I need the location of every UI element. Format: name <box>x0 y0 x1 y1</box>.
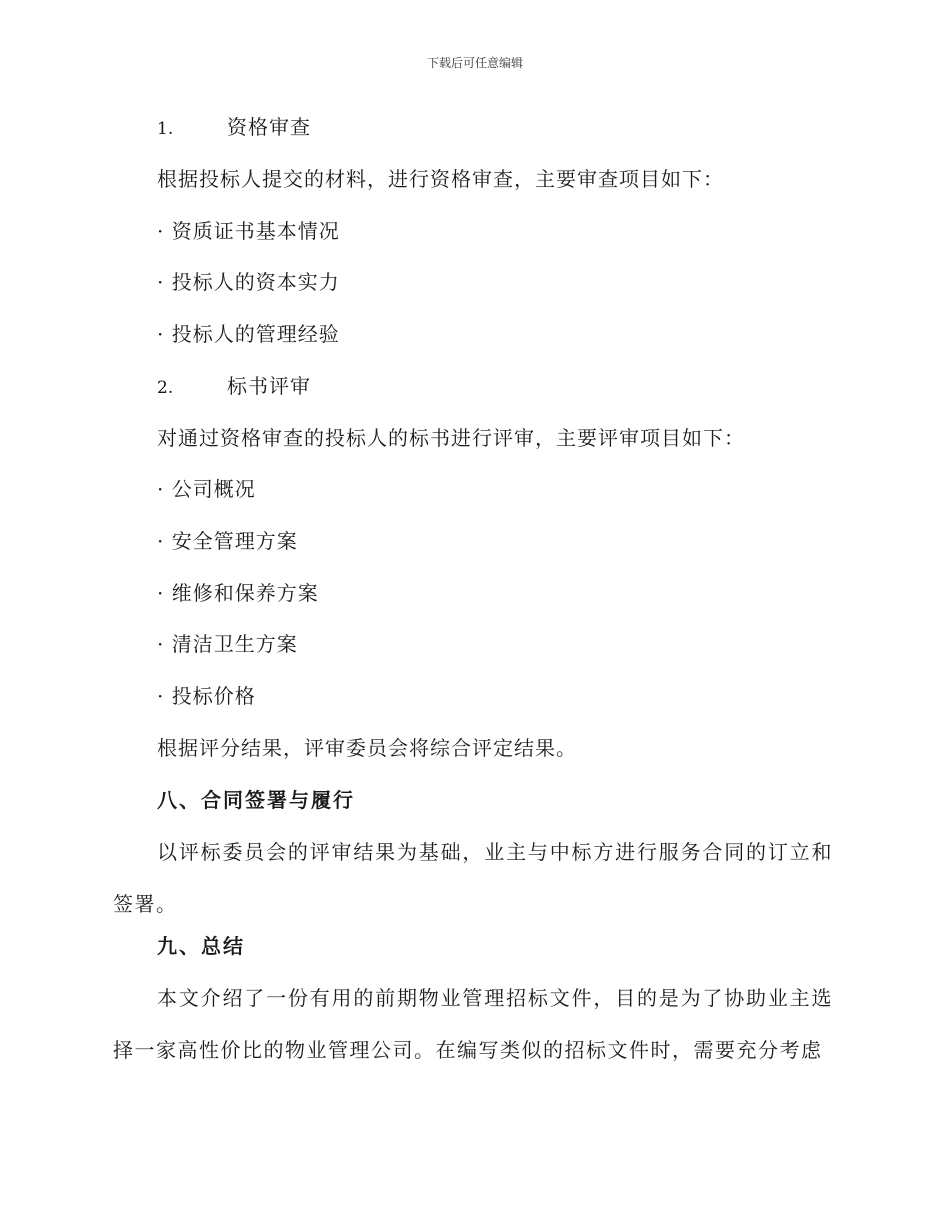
list-item: · 投标价格 <box>157 684 256 708</box>
section-1-intro: 根据投标人提交的材料，进行资格审查，主要审查项目如下： <box>157 167 724 191</box>
list-item: · 公司概况 <box>157 477 256 501</box>
list-item: · 资质证书基本情况 <box>157 219 340 243</box>
list-item: · 投标人的管理经验 <box>157 322 340 346</box>
section-2-intro: 对通过资格审查的投标人的标书进行评审，主要评审项目如下： <box>157 426 745 450</box>
heading-section-9: 九、总结 <box>157 934 245 958</box>
list-item: · 安全管理方案 <box>157 529 298 553</box>
page-header: 下载后可任意编辑 <box>426 56 523 70</box>
paragraph-section-8: 以评标委员会的评审结果为基础，业主与中标方进行服务合同的订立和签署。 <box>113 840 833 916</box>
heading-section-8: 八、合同签署与履行 <box>157 788 355 812</box>
paragraph-section-9: 本文介绍了一份有用的前期物业管理招标文件，目的是为了协助业主选择一家高性价比的物业管理公司。在编写类似的招标文件时，需要充分考虑 <box>113 986 833 1062</box>
section-1-title: 资格审查 <box>227 115 311 139</box>
section-2-heading <box>157 372 311 402</box>
section-1-number: 1. <box>157 119 174 139</box>
section-2-number: 2. <box>157 378 174 398</box>
section-1-heading <box>157 113 311 143</box>
list-item: · 投标人的资本实力 <box>157 270 340 294</box>
list-item: · 维修和保养方案 <box>157 581 319 605</box>
list-item: · 清洁卫生方案 <box>157 632 298 656</box>
section-2-title: 标书评审 <box>227 374 311 398</box>
evaluation-result: 根据评分结果，评审委员会将综合评定结果。 <box>157 736 577 760</box>
